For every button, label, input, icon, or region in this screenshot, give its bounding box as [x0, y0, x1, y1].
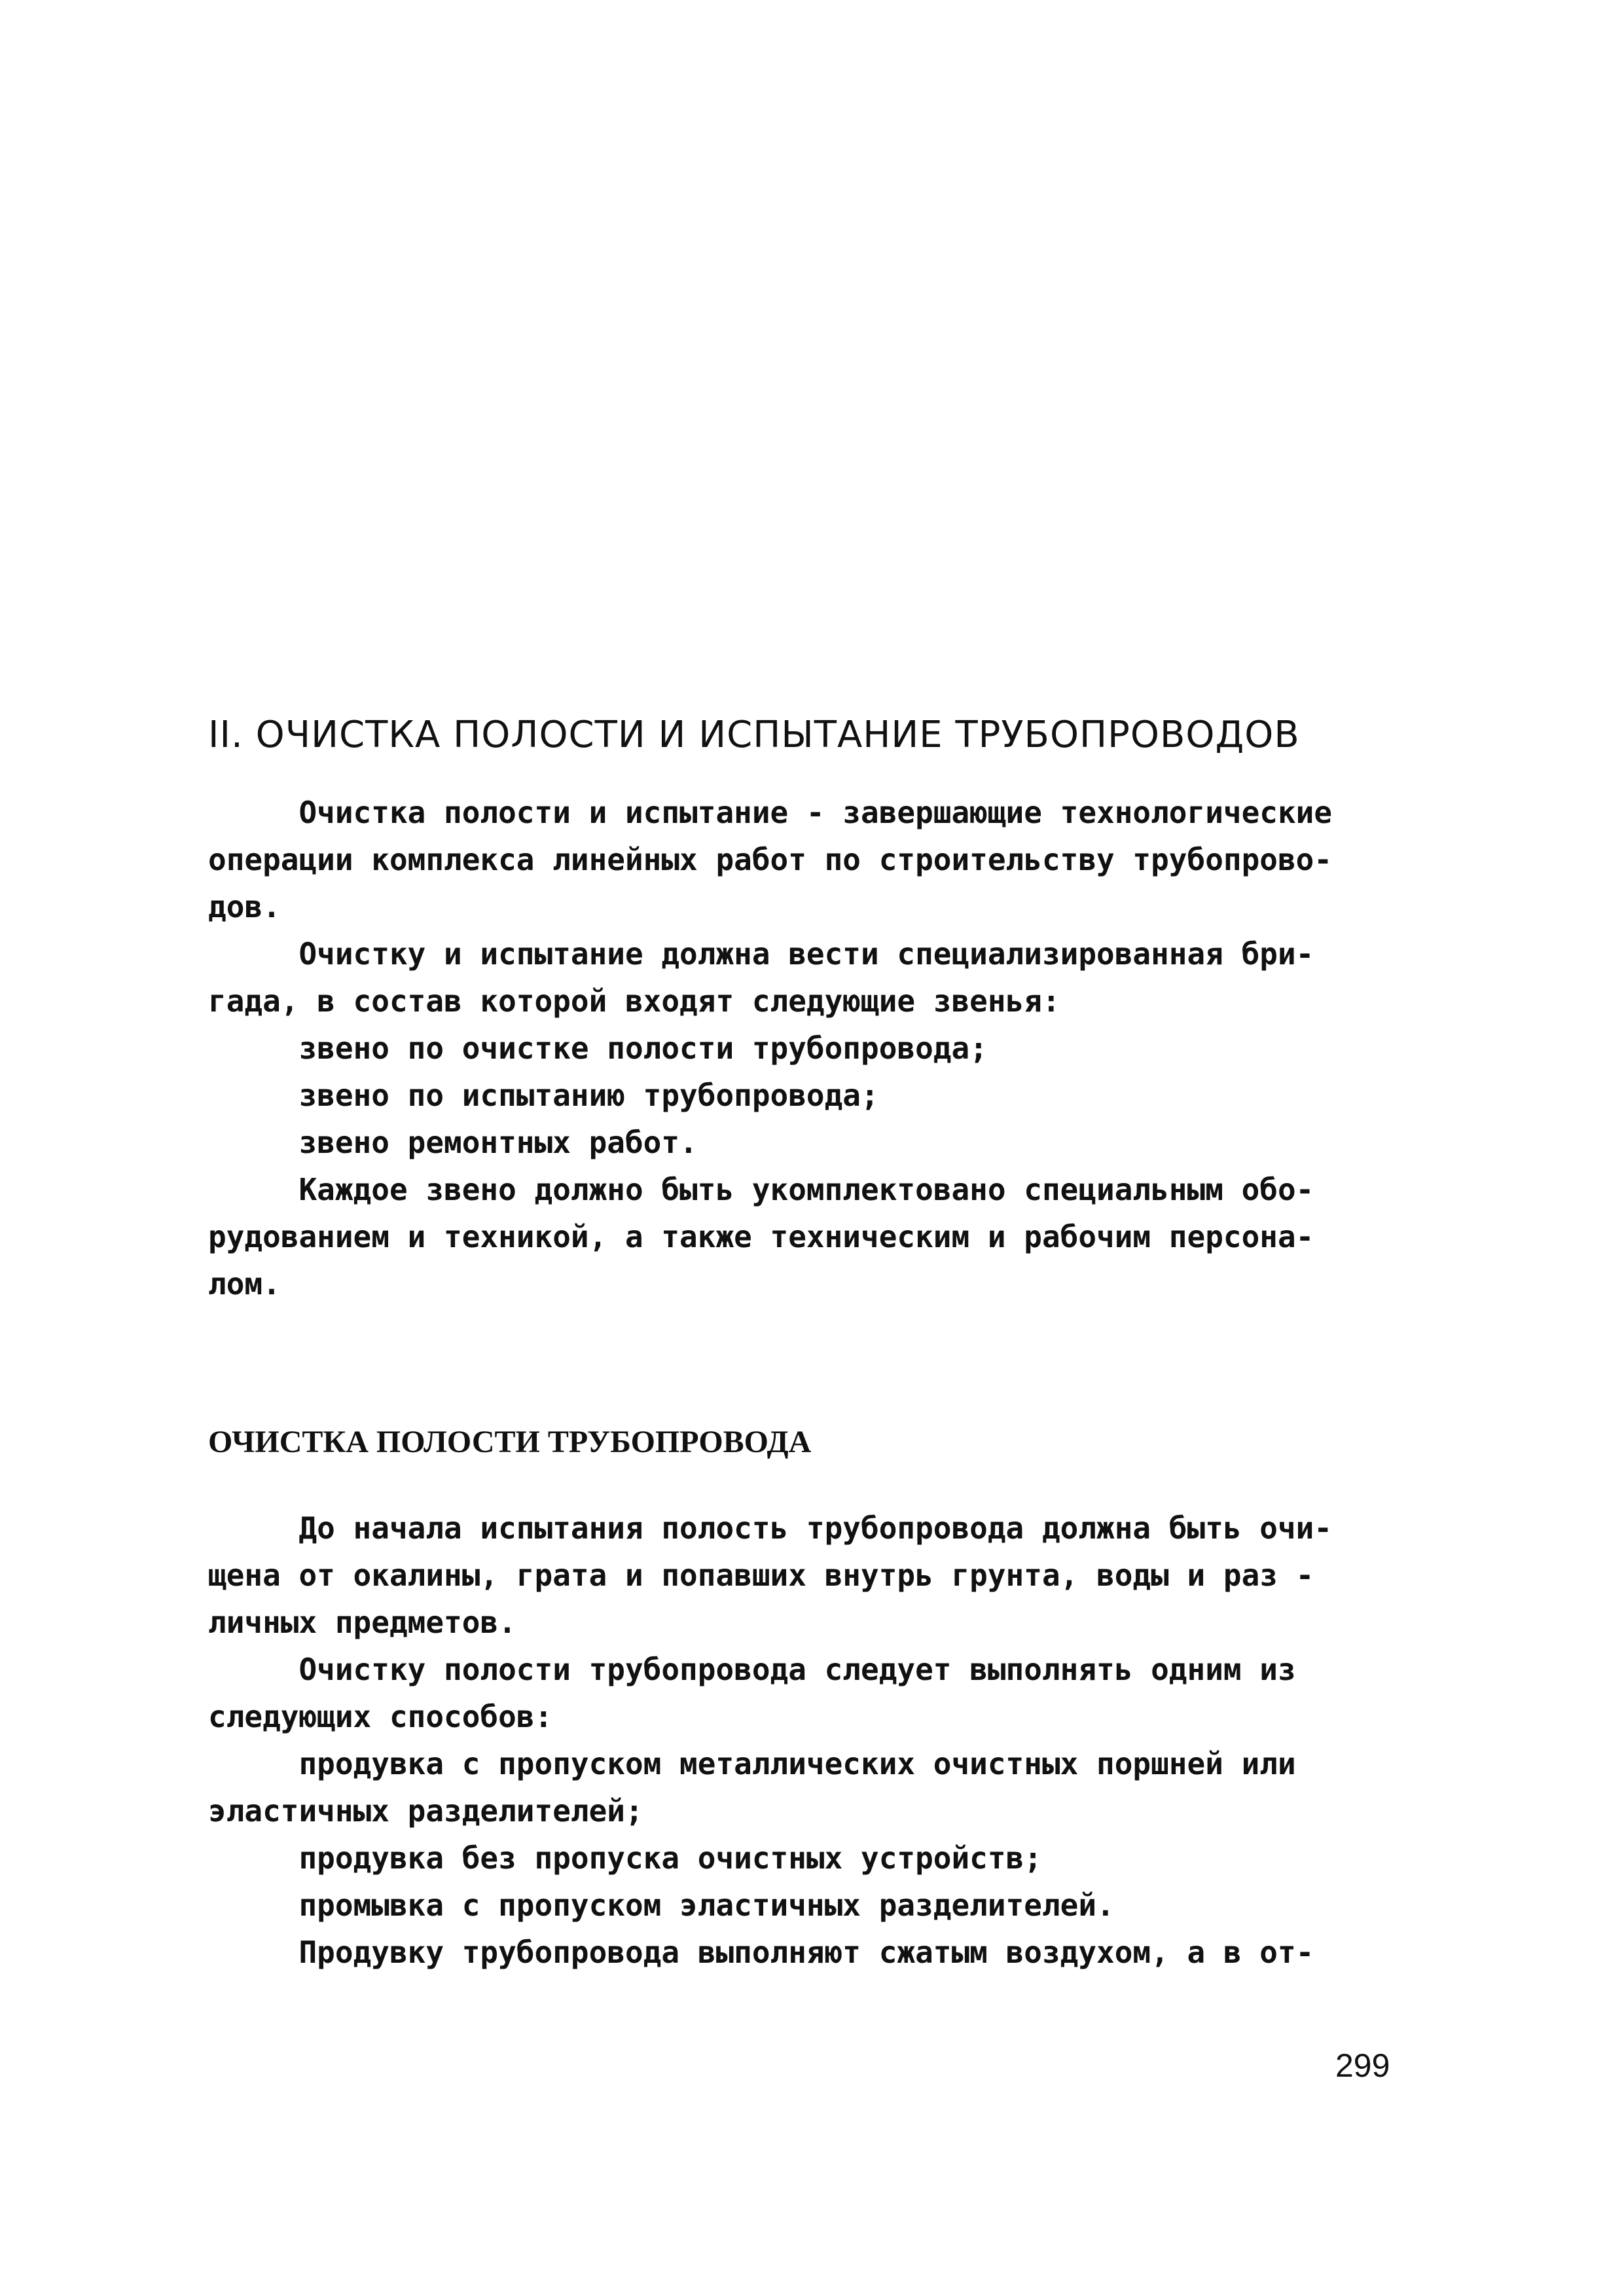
- text-line: эластичных разделителей;: [208, 1793, 643, 1829]
- text-line: звено по очистке полости трубопровода;: [208, 1030, 988, 1066]
- text-line: Очистка полости и испытание - завершающие технологические: [208, 795, 1333, 830]
- text-line: щена от окалины, грата и попавших внутрь грунта, воды и раз -: [208, 1558, 1314, 1593]
- text-line: гада, в состав которой входят следующие звенья:: [208, 983, 1060, 1019]
- page-number: 299: [1335, 2047, 1390, 2084]
- text-line: продувка без пропуска очистных устройств;: [208, 1840, 1042, 1876]
- text-line: Очистку полости трубопровода следует выполнять одним из: [208, 1652, 1296, 1687]
- text-line: следующих способов:: [208, 1699, 553, 1734]
- text-line: личных предметов.: [208, 1605, 516, 1640]
- section-text: [208, 1504, 1419, 1976]
- text-line: продувка с пропуском металлических очистных поршней или: [208, 1746, 1296, 1781]
- text-line: До начала испытания полость трубопровода должна быть очи-: [208, 1510, 1333, 1546]
- text-line: лом.: [208, 1266, 281, 1302]
- text-line: рудованием и техникой, а также техническим и рабочим персона-: [208, 1219, 1314, 1254]
- text-line: дов.: [208, 889, 281, 924]
- text-line: звено ремонтных работ.: [208, 1125, 698, 1160]
- intro-text: [208, 789, 1419, 1307]
- chapter-title: II. ОЧИСТКА ПОЛОСТИ И ИСПЫТАНИЕ ТРУБОПРОВОДОВ: [208, 714, 1300, 756]
- text-line: Продувку трубопровода выполняют сжатым воздухом, а в от-: [208, 1935, 1314, 1970]
- text-line: звено по испытанию трубопровода;: [208, 1078, 879, 1113]
- text-line: промывка с пропуском эластичных разделителей.: [208, 1887, 1115, 1923]
- text-line: Каждое звено должно быть укомплектовано специальным обо-: [208, 1172, 1314, 1207]
- text-line: операции комплекса линейных работ по строительству трубопрово-: [208, 842, 1333, 877]
- text-line: Очистку и испытание должна вести специализированная бри-: [208, 936, 1314, 972]
- section-title: ОЧИСТКА ПОЛОСТИ ТРУБОПРОВОДА: [208, 1425, 812, 1459]
